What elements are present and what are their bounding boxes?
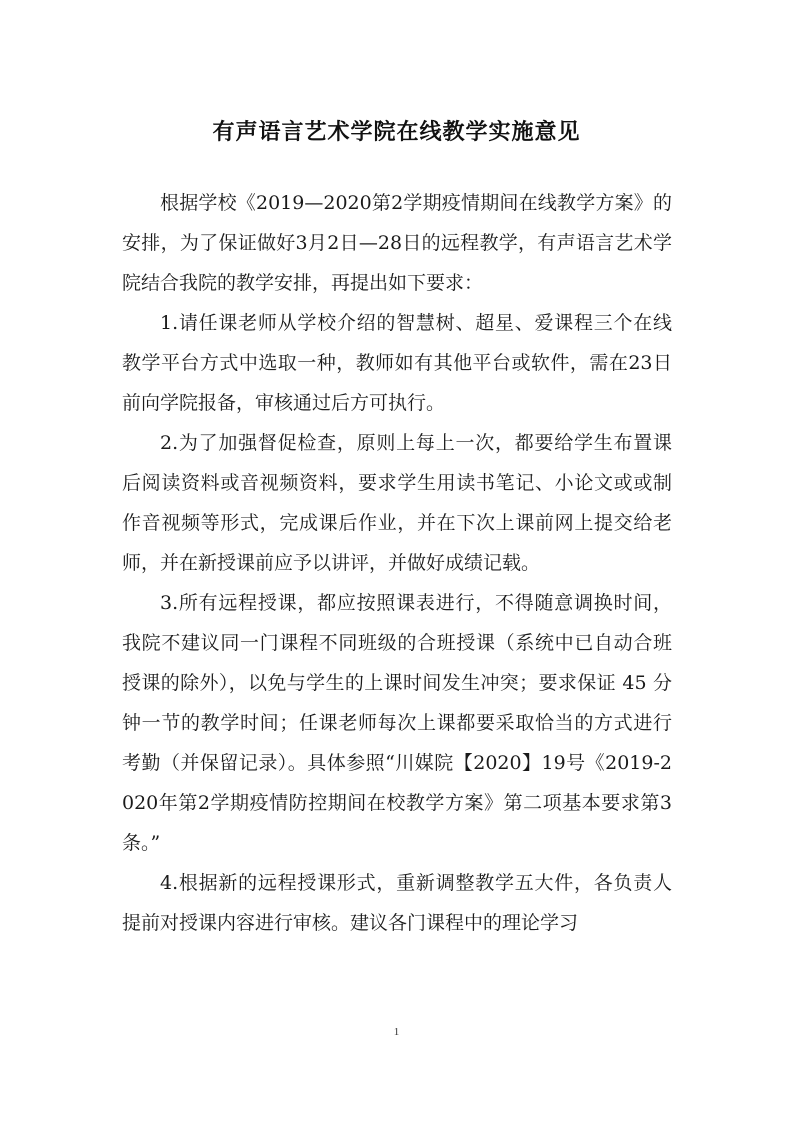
page-number: 1 <box>393 1026 400 1038</box>
requirement-4-paragraph: 4.根据新的远程授课形式，重新调整教学五大件，各负责人提前对授课内容进行审核。建议各门课程中的理论学习 <box>122 872 672 934</box>
document-body <box>122 183 672 943</box>
requirement-2-paragraph: 2.为了加强督促检查，原则上每上一次，都要给学生布置课后阅读资料或音视频资料，要求学生用读书笔记、小论文或或制作音视频等形式，完成课后作业，并在下次上课前网上提交给老师，并在新授课前应予以讲评，并做好成绩记载。 <box>122 432 672 574</box>
intro-paragraph: 根据学校《2019—2020第2学期疫情期间在线教学方案》的安排，为了保证做好3月2日—28日的远程教学，有声语言艺术学院结合我院的教学安排，再提出如下要求： <box>122 192 672 294</box>
document-title: 有声语言艺术学院在线教学实施意见 <box>212 119 581 145</box>
requirement-1-paragraph: 1.请任课老师从学校介绍的智慧树、超星、爱课程三个在线教学平台方式中选取一种，教师如有其他平台或软件，需在23日前向学院报备，审核通过后方可执行。 <box>122 312 672 414</box>
requirement-3-paragraph: 3.所有远程授课，都应按照课表进行，不得随意调换时间，我院不建议同一门课程不同班级的合班授课（系统中已自动合班授课的除外），以免与学生的上课时间发生冲突；要求保证 45 分钟一节的教学时间；任课老师每次上课都要采取恰当的方式进行考勤（并保留记录）。具体参照“川媒院【2020】19号《2019-2020年第2学期疫情防控期间在校教学方案》第二项基本要求第3条。” <box>122 592 672 854</box>
